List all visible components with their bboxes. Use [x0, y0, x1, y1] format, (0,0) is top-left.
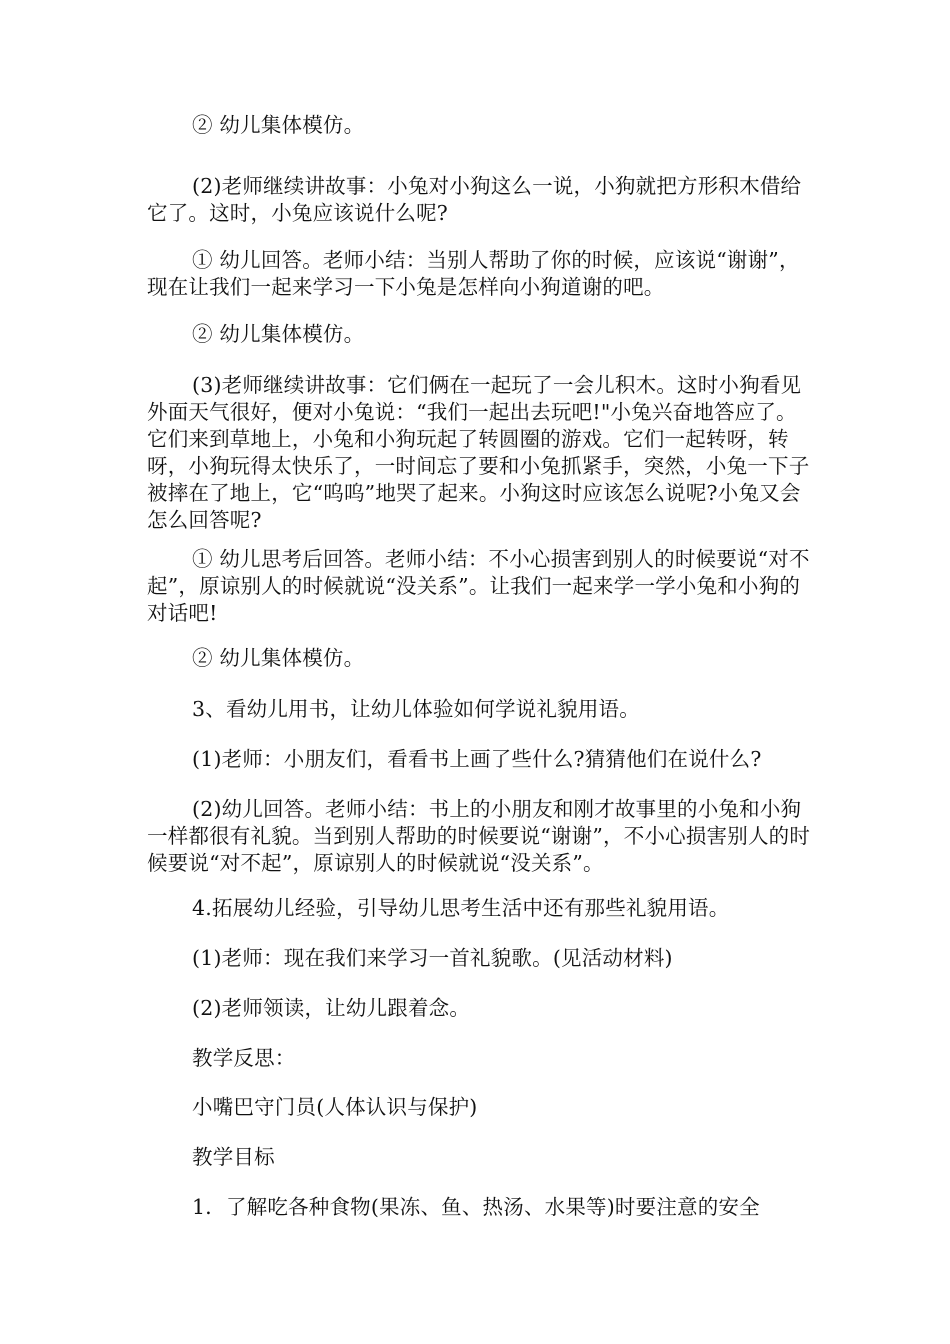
paragraph-10: (2)幼儿回答。老师小结：书上的小朋友和刚才故事里的小兔和小狗一样都很有礼貌。当到别人帮助的时候要说“谢谢”，不小心损害别人的时候要说“对不起”，原谅别人的时候就说“没关系”。: [147, 797, 811, 875]
paragraph-17: 1．了解吃各种食物(果冻、鱼、热汤、水果等)时要注意的安全: [192, 1195, 760, 1219]
paragraph-5: (3)老师继续讲故事：它们俩在一起玩了一会儿积木。这时小狗看见外面天气很好，便对小兔说：“我们一起出去玩吧!"小兔兴奋地答应了。它们来到草地上，小兔和小狗玩起了转圆圈的游戏。它们一起转呀，转呀，小狗玩得太快乐了，一时间忘了要和小兔抓紧手，突然，小兔一下子被摔在了地上，它“呜呜”地哭了起来。小狗这时应该怎么说呢?小兔又会怎么回答呢?: [147, 373, 810, 532]
paragraph-6: ① 幼儿思考后回答。老师小结：不小心损害到别人的时候要说“对不起”，原谅别人的时候就说“没关系”。让我们一起来学一学小兔和小狗的对话吧!: [147, 547, 810, 625]
paragraph-15: 小嘴巴守门员(人体认识与保护): [192, 1095, 478, 1119]
paragraph-13: (2)老师领读，让幼儿跟着念。: [192, 996, 471, 1020]
paragraph-1: ② 幼儿集体模仿。: [192, 113, 365, 137]
paragraph-3: ① 幼儿回答。老师小结：当别人帮助了你的时候，应该说“谢谢”，现在让我们一起来学习一下小兔是怎样向小狗道谢的吧。: [147, 248, 800, 299]
paragraph-14: 教学反思：: [192, 1046, 296, 1070]
paragraph-9: (1)老师：小朋友们，看看书上画了些什么?猜猜他们在说什么?: [192, 747, 762, 771]
paragraph-16: 教学目标: [192, 1145, 275, 1169]
paragraph-12: (1)老师：现在我们来学习一首礼貌歌。(见活动材料): [192, 946, 673, 970]
paragraph-7: ② 幼儿集体模仿。: [192, 646, 365, 670]
paragraph-2: (2)老师继续讲故事：小兔对小狗这么一说，小狗就把方形积木借给它了。这时，小兔应该说什么呢?: [147, 174, 802, 225]
paragraph-4: ② 幼儿集体模仿。: [192, 322, 365, 346]
paragraph-11: 4.拓展幼儿经验，引导幼儿思考生活中还有那些礼貌用语。: [192, 896, 730, 920]
paragraph-8: 3、看幼儿用书，让幼儿体验如何学说礼貌用语。: [192, 697, 640, 721]
